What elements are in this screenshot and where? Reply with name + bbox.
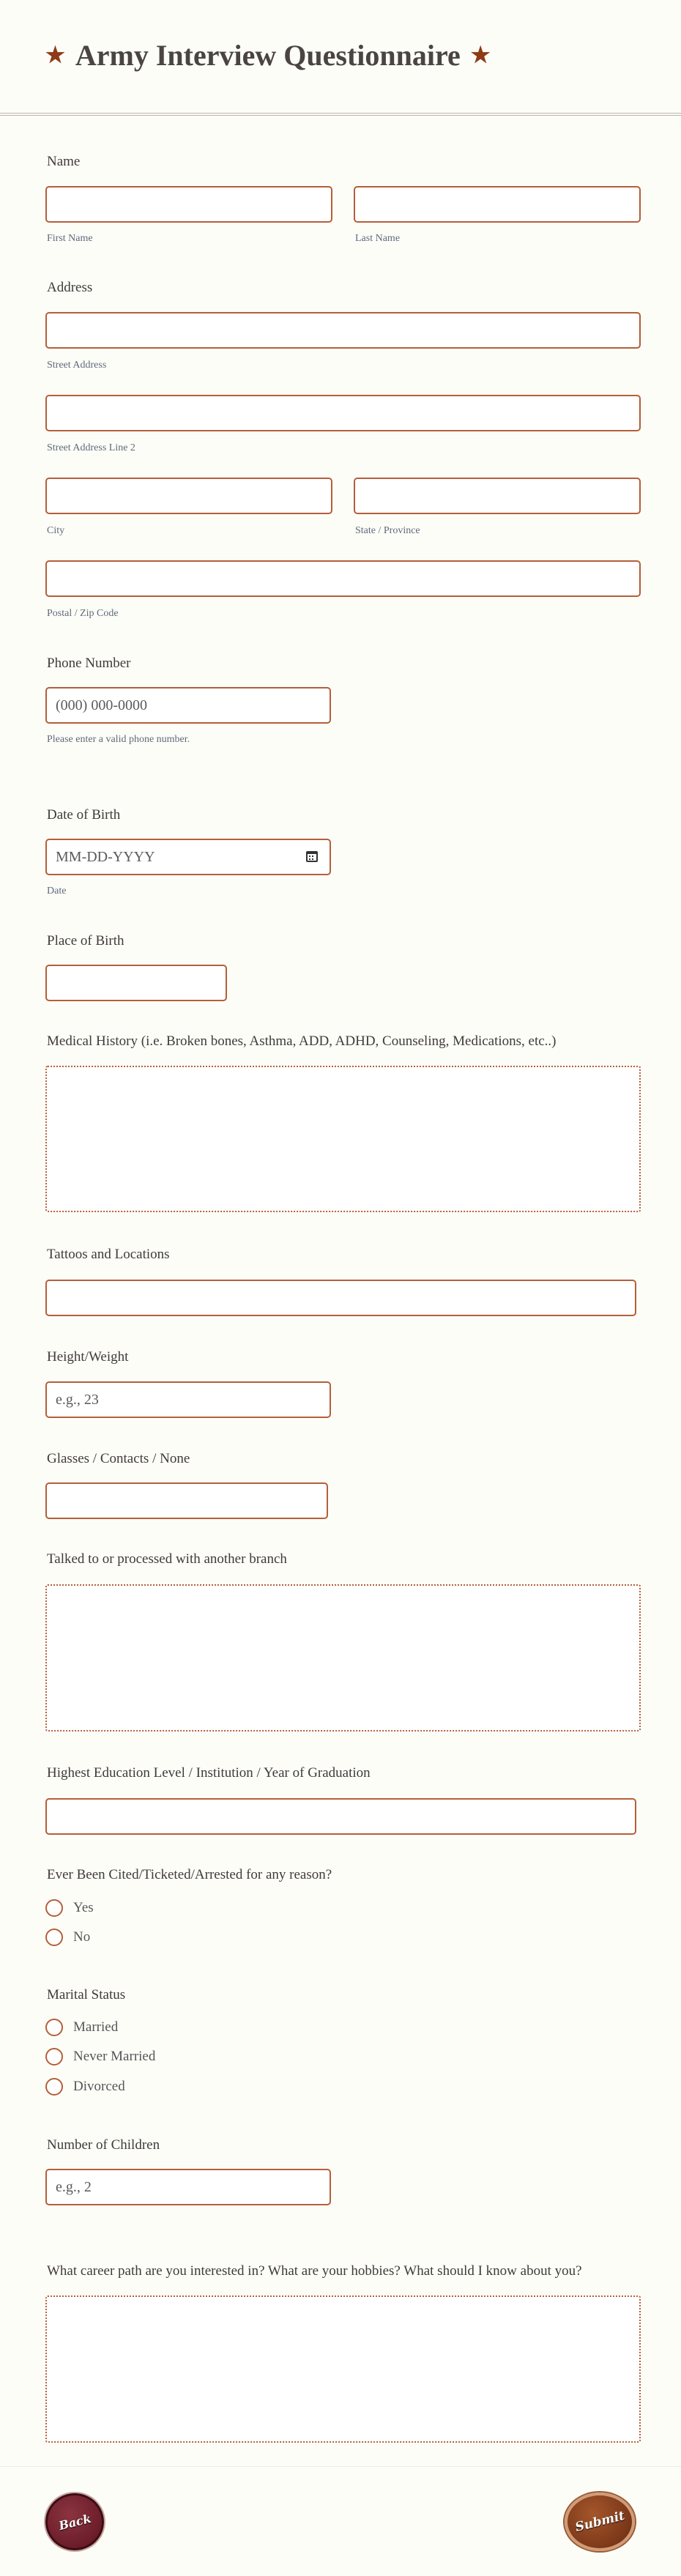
dob-field[interactable]	[45, 839, 331, 875]
star-icon: ★	[45, 43, 65, 67]
back-button[interactable]	[45, 2493, 104, 2550]
phone-input[interactable]	[45, 687, 331, 724]
medical-textarea[interactable]	[45, 1066, 641, 1212]
last-name-input[interactable]	[354, 186, 641, 223]
option-label: Divorced	[73, 2079, 125, 2094]
street-address-sublabel: Street Address	[47, 360, 107, 371]
radio-button[interactable]	[45, 2078, 63, 2096]
zip-code-input[interactable]	[45, 560, 641, 597]
career-textarea[interactable]	[45, 2295, 641, 2443]
marital-option-married[interactable]	[45, 2019, 118, 2036]
radio-button[interactable]	[45, 1929, 63, 1946]
submit-button-label: Submit	[573, 2508, 626, 2536]
state-input[interactable]	[354, 478, 641, 514]
back-button-label: Back	[57, 2511, 92, 2533]
radio-button[interactable]	[45, 1899, 63, 1917]
footer-divider	[0, 2466, 681, 2467]
page-title	[45, 38, 491, 73]
city-input[interactable]	[45, 478, 332, 514]
street-address-2-sublabel: Street Address Line 2	[47, 442, 135, 453]
children-input[interactable]	[45, 2169, 331, 2205]
marital-option-never-married[interactable]	[45, 2048, 155, 2065]
marital-option-divorced[interactable]	[45, 2078, 125, 2096]
cited-option-yes[interactable]	[45, 1899, 94, 1917]
branch-textarea[interactable]	[45, 1584, 641, 1731]
street-address-2-input[interactable]	[45, 395, 641, 431]
tattoos-label: Tattoos and Locations	[47, 1247, 170, 1262]
pob-input[interactable]	[45, 965, 227, 1001]
dob-input[interactable]	[45, 839, 331, 875]
zip-code-sublabel: Postal / Zip Code	[47, 608, 119, 619]
career-label: What career path are you interested in? What are your hobbies? What should I know about you?	[47, 2263, 582, 2279]
form-title: Army Interview Questionnaire	[75, 39, 461, 72]
option-label: Yes	[73, 1900, 94, 1915]
address-label: Address	[47, 280, 93, 295]
children-label: Number of Children	[47, 2137, 160, 2153]
height-weight-input[interactable]	[45, 1381, 331, 1418]
education-input[interactable]	[45, 1798, 636, 1835]
state-sublabel: State / Province	[355, 525, 420, 536]
cited-option-no[interactable]	[45, 1929, 90, 1946]
submit-button[interactable]	[565, 2493, 635, 2551]
phone-hint: Please enter a valid phone number.	[47, 734, 190, 745]
cited-label: Ever Been Cited/Ticketed/Arrested for any reason?	[47, 1867, 332, 1882]
marital-label: Marital Status	[47, 1987, 126, 2002]
option-label: No	[73, 1929, 91, 1945]
pob-label: Place of Birth	[47, 933, 124, 949]
tattoos-input[interactable]	[45, 1280, 636, 1316]
branch-label: Talked to or processed with another branch	[47, 1551, 287, 1567]
city-sublabel: City	[47, 525, 65, 536]
last-name-sublabel: Last Name	[355, 233, 401, 244]
radio-button[interactable]	[45, 2019, 63, 2036]
glasses-label: Glasses / Contacts / None	[47, 1451, 190, 1466]
radio-button[interactable]	[45, 2048, 63, 2065]
calendar-icon[interactable]	[306, 851, 318, 862]
star-icon: ★	[470, 43, 491, 67]
phone-label: Phone Number	[47, 656, 131, 671]
option-label: Never Married	[73, 2049, 156, 2064]
first-name-input[interactable]	[45, 186, 332, 223]
education-label: Highest Education Level / Institution / Year of Graduation	[47, 1765, 371, 1781]
medical-label: Medical History (i.e. Broken bones, Asthma, ADD, ADHD, Counseling, Medications, etc..)	[47, 1033, 557, 1049]
form-header	[0, 0, 681, 116]
dob-sublabel: Date	[47, 886, 67, 897]
name-label: Name	[47, 154, 81, 169]
height-weight-label: Height/Weight	[47, 1349, 129, 1365]
street-address-input[interactable]	[45, 312, 641, 349]
dob-label: Date of Birth	[47, 807, 121, 823]
first-name-sublabel: First Name	[47, 233, 93, 244]
glasses-input[interactable]	[45, 1482, 328, 1519]
option-label: Married	[73, 2019, 119, 2035]
